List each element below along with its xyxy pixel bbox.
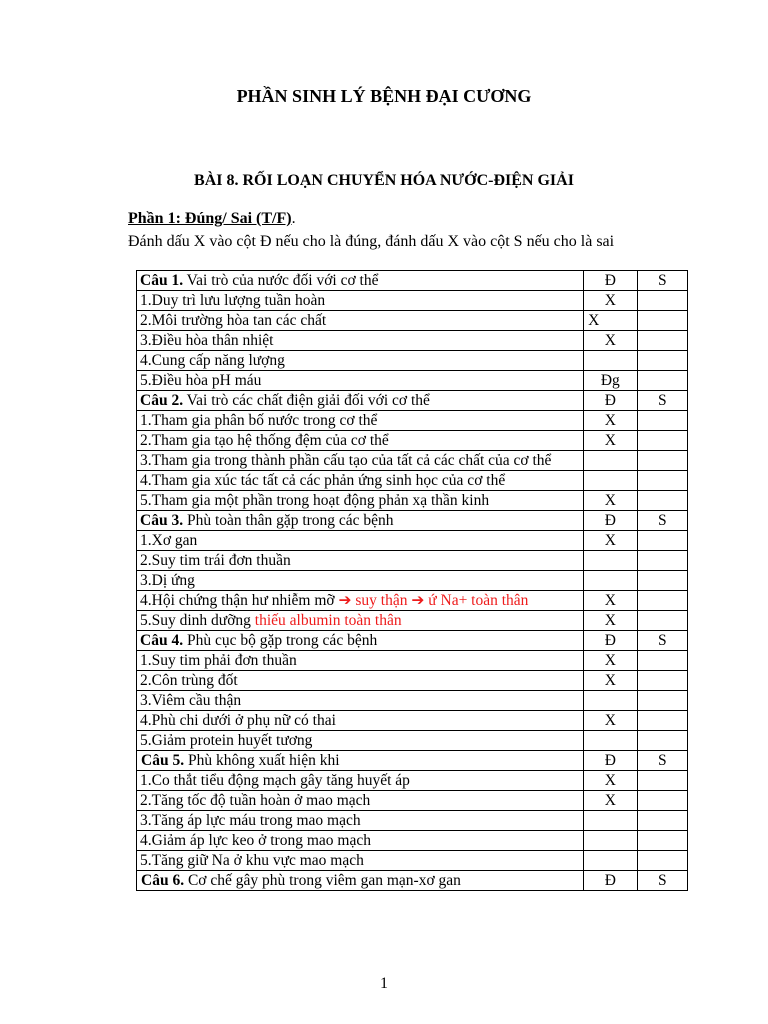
table-row xyxy=(137,371,688,391)
true-mark[interactable]: X xyxy=(584,331,638,351)
false-mark[interactable] xyxy=(637,611,687,631)
statement-text xyxy=(137,611,584,631)
statement-text: 1.Xơ gan xyxy=(137,531,584,551)
statement-text: 2.Tăng tốc độ tuần hoàn ở mao mạch xyxy=(137,791,584,811)
annotation-note: thiếu albumin toàn thân xyxy=(254,612,402,629)
table-row xyxy=(137,851,688,871)
false-mark[interactable] xyxy=(637,691,687,711)
true-mark[interactable] xyxy=(584,571,638,591)
question-cell xyxy=(137,871,584,891)
statement-text xyxy=(137,591,584,611)
arrow-right-icon: ➔ xyxy=(411,592,425,609)
statement-text: 1.Co thắt tiểu động mạch gây tăng huyết áp xyxy=(137,771,584,791)
true-mark[interactable]: X xyxy=(584,311,638,331)
true-column-header: Đ xyxy=(584,511,638,531)
question-cell xyxy=(137,271,584,291)
question-header-row xyxy=(137,751,688,771)
false-column-header: S xyxy=(637,871,687,891)
true-mark[interactable] xyxy=(584,451,638,471)
question-cell xyxy=(137,511,584,531)
true-column-header: Đ xyxy=(584,271,638,291)
false-mark[interactable] xyxy=(637,591,687,611)
question-text: Phù cục bộ gặp trong các bệnh xyxy=(183,632,378,649)
statement-text: 2.Tham gia tạo hệ thống đệm của cơ thể xyxy=(137,431,584,451)
true-column-header: Đ xyxy=(584,391,638,411)
true-mark[interactable]: X xyxy=(584,591,638,611)
false-mark[interactable] xyxy=(637,431,687,451)
statement-text: 5.Điều hòa pH máu xyxy=(137,371,584,391)
table-row xyxy=(137,671,688,691)
false-mark[interactable] xyxy=(637,331,687,351)
arrow-right-icon: ➔ xyxy=(338,592,352,609)
false-column-header: S xyxy=(637,391,687,411)
statement-text: 1.Duy trì lưu lượng tuần hoàn xyxy=(137,291,584,311)
false-mark[interactable] xyxy=(637,811,687,831)
question-number: Câu 2. xyxy=(140,392,184,409)
question-number: Câu 6. xyxy=(141,872,185,889)
question-cell xyxy=(137,391,584,411)
true-mark[interactable] xyxy=(584,471,638,491)
table-row xyxy=(137,491,688,511)
instruction-text: Đánh dấu X vào cột Đ nếu cho là đúng, đánh dấu X vào cột S nếu cho là sai xyxy=(128,233,615,250)
true-mark[interactable]: X xyxy=(584,771,638,791)
statement-text: 4.Phù chi dưới ở phụ nữ có thai xyxy=(137,711,584,731)
table-row xyxy=(137,611,688,631)
true-mark[interactable]: Đg xyxy=(584,371,638,391)
question-header-row xyxy=(137,631,688,651)
table-row xyxy=(137,571,688,591)
table-row xyxy=(137,451,688,471)
statement-text: 2.Côn trùng đốt xyxy=(137,671,584,691)
table-row xyxy=(137,471,688,491)
statement-text: 5.Tham gia một phần trong hoạt động phản xạ thần kinh xyxy=(137,491,584,511)
false-mark[interactable] xyxy=(637,831,687,851)
statement-main: 4.Hội chứng thận hư nhiễm mỡ xyxy=(140,592,339,609)
statement-text: 3.Dị ứng xyxy=(137,571,584,591)
question-number: Câu 5. xyxy=(141,752,185,769)
part-heading xyxy=(128,210,296,228)
false-column-header: S xyxy=(637,751,687,771)
true-mark[interactable] xyxy=(584,351,638,371)
statement-text: 3.Tăng áp lực máu trong mao mạch xyxy=(137,811,584,831)
question-header-row xyxy=(137,271,688,291)
table-row xyxy=(137,771,688,791)
table-row xyxy=(137,331,688,351)
table-row xyxy=(137,831,688,851)
true-column-header: Đ xyxy=(584,631,638,651)
true-mark[interactable]: X xyxy=(584,431,638,451)
true-column-header: Đ xyxy=(584,751,638,771)
question-text: Vai trò của nước đối với cơ thể xyxy=(183,272,379,289)
table-row xyxy=(137,711,688,731)
true-mark[interactable] xyxy=(584,551,638,571)
table-row xyxy=(137,651,688,671)
statement-text: 5.Tăng giữ Na ở khu vực mao mạch xyxy=(137,851,584,871)
statement-main: 5.Suy dinh dưỡng xyxy=(140,612,255,629)
table-row xyxy=(137,551,688,571)
statement-text: 4.Cung cấp năng lượng xyxy=(137,351,584,371)
false-mark[interactable] xyxy=(637,351,687,371)
false-mark[interactable] xyxy=(637,771,687,791)
true-mark[interactable] xyxy=(584,851,638,871)
table-row xyxy=(137,811,688,831)
false-mark[interactable] xyxy=(637,571,687,591)
true-mark[interactable]: X xyxy=(584,411,638,431)
false-mark[interactable] xyxy=(637,851,687,871)
table-row xyxy=(137,351,688,371)
question-number: Câu 4. xyxy=(140,632,184,649)
question-text: Phù toàn thân gặp trong các bệnh xyxy=(183,512,394,529)
question-cell xyxy=(137,751,584,771)
true-mark[interactable]: X xyxy=(584,711,638,731)
statement-text: 1.Suy tim phải đơn thuần xyxy=(137,651,584,671)
question-header-row xyxy=(137,391,688,411)
false-mark[interactable] xyxy=(637,371,687,391)
false-mark[interactable] xyxy=(637,551,687,571)
statement-text: 4.Giảm áp lực keo ở trong mao mạch xyxy=(137,831,584,851)
true-mark[interactable]: X xyxy=(584,611,638,631)
table-row xyxy=(137,731,688,751)
true-mark[interactable] xyxy=(584,731,638,751)
question-text: Cơ chế gây phù trong viêm gan mạn-xơ gan xyxy=(184,872,461,889)
table-row xyxy=(137,591,688,611)
annotation-note: ứ Na+ toàn thân xyxy=(424,592,529,609)
false-mark[interactable] xyxy=(637,311,687,331)
false-mark[interactable] xyxy=(637,711,687,731)
question-header-row xyxy=(137,871,688,891)
question-text: Phù không xuất hiện khi xyxy=(184,752,340,769)
true-mark[interactable]: X xyxy=(584,531,638,551)
question-number: Câu 3. xyxy=(140,512,184,529)
table-row xyxy=(137,411,688,431)
false-mark[interactable] xyxy=(637,411,687,431)
page-title: PHẦN SINH LÝ BỆNH ĐẠI CƯƠNG xyxy=(236,86,532,106)
statement-text: 4.Tham gia xúc tác tất cả các phản ứng sinh học của cơ thể xyxy=(137,471,584,491)
statement-text: 1.Tham gia phân bố nước trong cơ thể xyxy=(137,411,584,431)
false-mark[interactable] xyxy=(637,531,687,551)
statement-text: 2.Suy tim trái đơn thuần xyxy=(137,551,584,571)
false-mark[interactable] xyxy=(637,451,687,471)
false-mark[interactable] xyxy=(637,791,687,811)
true-mark[interactable] xyxy=(584,691,638,711)
annotation-note: suy thận xyxy=(351,592,412,609)
statement-text: 3.Điều hòa thân nhiệt xyxy=(137,331,584,351)
table-row xyxy=(137,311,688,331)
table-row xyxy=(137,791,688,811)
false-column-header: S xyxy=(637,271,687,291)
part-label: Phần 1: Đúng/ Sai (T/F) xyxy=(128,210,292,227)
false-mark[interactable] xyxy=(637,471,687,491)
statement-text: 5.Giảm protein huyết tương xyxy=(137,731,584,751)
true-mark[interactable]: X xyxy=(584,671,638,691)
false-mark[interactable] xyxy=(637,651,687,671)
false-column-header: S xyxy=(637,511,687,531)
true-column-header: Đ xyxy=(584,871,638,891)
part-suffix: . xyxy=(291,210,296,227)
question-number: Câu 1. xyxy=(140,272,184,289)
true-mark[interactable]: X xyxy=(584,791,638,811)
true-mark[interactable]: X xyxy=(584,491,638,511)
question-cell xyxy=(137,631,584,651)
true-mark[interactable]: X xyxy=(584,651,638,671)
table-row xyxy=(137,291,688,311)
false-mark[interactable] xyxy=(637,731,687,751)
statement-text: 3.Tham gia trong thành phần cấu tạo của tất cả các chất của cơ thể xyxy=(137,451,584,471)
statement-text: 3.Viêm cầu thận xyxy=(137,691,584,711)
true-mark[interactable] xyxy=(584,831,638,851)
false-mark[interactable] xyxy=(637,291,687,311)
false-column-header: S xyxy=(637,631,687,651)
false-mark[interactable] xyxy=(637,671,687,691)
table-row xyxy=(137,431,688,451)
question-header-row xyxy=(137,511,688,531)
false-mark[interactable] xyxy=(637,491,687,511)
page-number: 1 xyxy=(380,975,388,992)
statement-text: 2.Môi trường hòa tan các chất xyxy=(137,311,584,331)
table-row xyxy=(137,691,688,711)
true-mark[interactable]: X xyxy=(584,291,638,311)
true-mark[interactable] xyxy=(584,811,638,831)
true-false-table xyxy=(136,270,688,891)
lesson-title: BÀI 8. RỐI LOẠN CHUYỂN HÓA NƯỚC-ĐIỆN GIẢI xyxy=(194,172,574,189)
table-row xyxy=(137,531,688,551)
question-text: Vai trò các chất điện giải đối với cơ thể xyxy=(183,392,430,409)
